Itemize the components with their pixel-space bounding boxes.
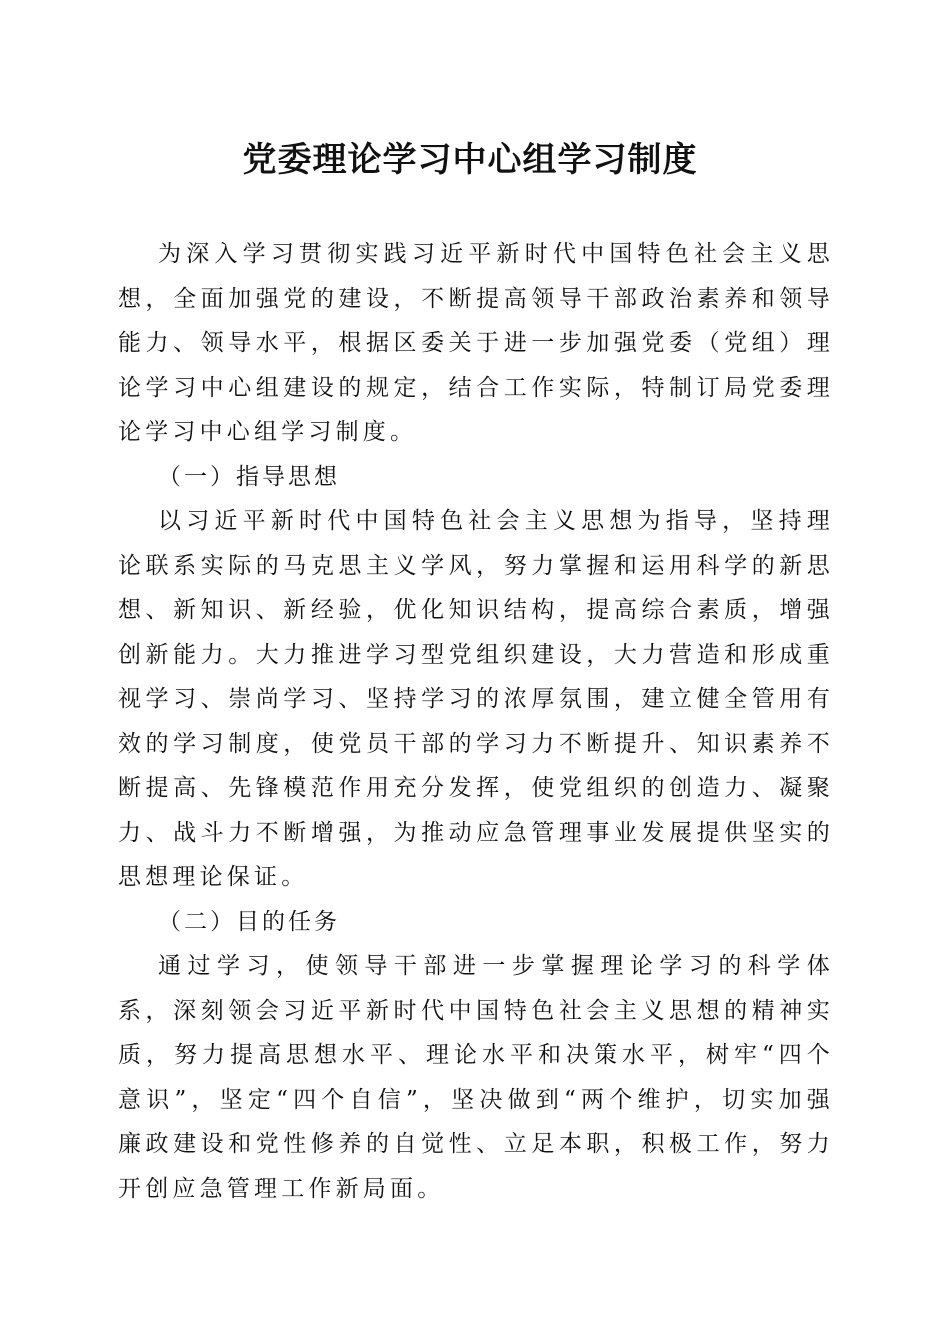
document-body [118,232,834,1211]
section-paragraph-purpose-tasks: 通过学习，使领导干部进一步掌握理论学习的科学体系，深刻领会习近平新时代中国特色社会主义思想的精神实质，努力提高思想水平、理论水平和决策水平，树牢“四个意识”，坚定“四个自信”，坚决做到“两个维护，切实加强廉政建设和党性修养的自觉性、立足本职，积极工作，努力开创应急管理工作新局面。 [118,953,834,1202]
document-title: 党委理论学习中心组学习制度 [242,140,698,180]
section-paragraph-guiding-thought: 以习近平新时代中国特色社会主义思想为指导，坚持理论联系实际的马克思主义学风，努力掌握和运用科学的新思想、新知识、新经验，优化知识结构，提高综合素质，增强创新能力。大力推进学习型党组织建设，大力营造和形成重视学习、崇尚学习、坚持学习的浓厚氛围，建立健全管用有效的学习制度，使党员干部的学习力不断提升、知识素养不断提高、先锋模范作用充分发挥，使党组织的创造力、凝聚力、战斗力不断增强，为推动应急管理事业发展提供坚实的思想理论保证。 [118,508,834,890]
intro-paragraph: 为深入学习贯彻实践习近平新时代中国特色社会主义思想，全面加强党的建设，不断提高领导干部政治素养和领导能力、领导水平，根据区委关于进一步加强党委（党组）理论学习中心组建设的规定，结合工作实际，特制订局党委理论学习中心组学习制度。 [118,241,834,445]
section-heading-purpose-tasks: （二）目的任务 [158,908,340,935]
section-heading-guiding-thought: （一）指导思想 [158,463,340,490]
